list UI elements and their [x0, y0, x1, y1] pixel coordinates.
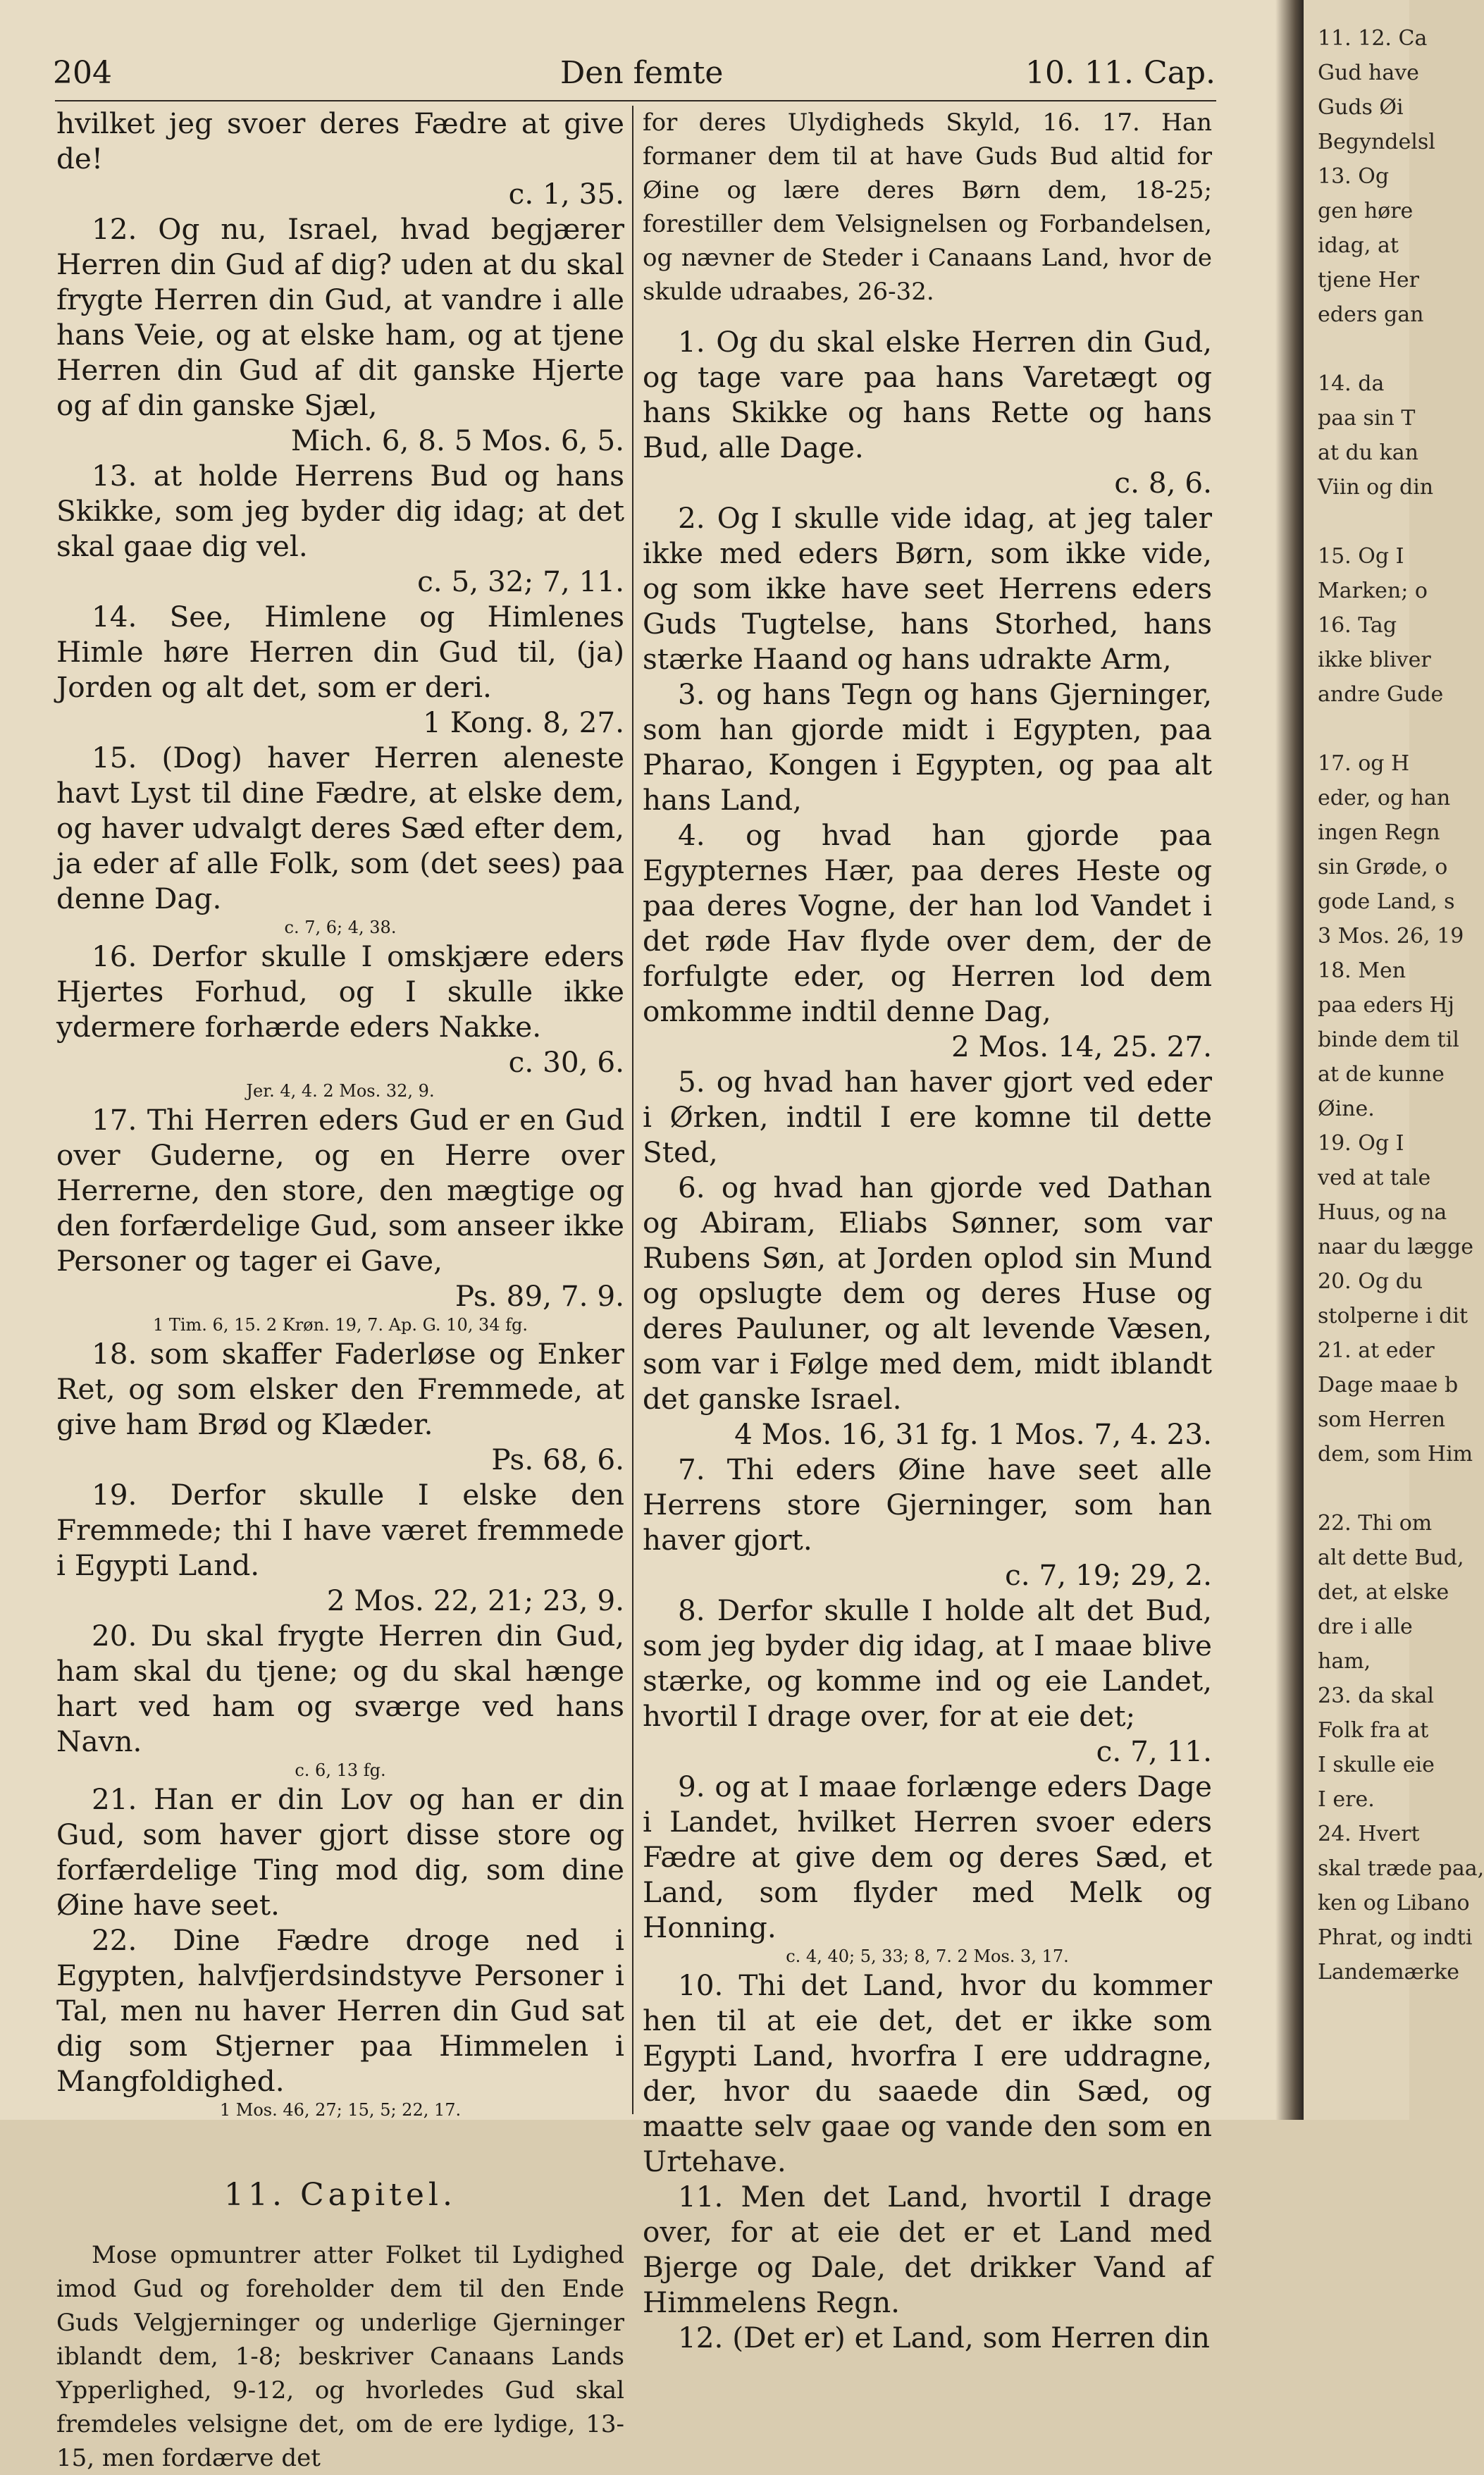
cross-reference-note: c. 4, 40; 5, 33; 8, 7. 2 Mos. 3, 17. [786, 1946, 1069, 1966]
verse-text: 18. som skaffer Faderløse og Enker Ret, og som elsker den Fremmede, at give ham Brød og Klæder. [56, 1337, 624, 1441]
right-column [643, 106, 1212, 2354]
facing-page-line: naar du lægge [1318, 1235, 1473, 1259]
verse-text: 19. Derfor skulle I elske den Fremmede; thi I have været fremmede i Egypti Land. [56, 1478, 624, 1582]
verse [643, 1593, 1212, 1769]
verse-text: 4. og hvad han gjorde paa Egypternes Hær, paa deres Heste og paa deres Vogne, der han lod Vandet i det røde Hav flyde over dem, der de forfulgte eder, og Herren lod dem omkomme indtil denne Dag, [643, 818, 1212, 1028]
facing-page-line: 21. at eder [1318, 1338, 1435, 1363]
verse [56, 1336, 624, 1477]
chapter-summary: for deres Ulydigheds Skyld, 16. 17. Han formaner dem til at have Guds Bud altid for Øine og lære deres Børn dem, 18-25; forestiller dem Velsignelsen og Forbandelsen, og nævner de Steder i Canaans Land, hvor de skulde udraabes, 26-32. [643, 109, 1212, 306]
facing-page-line: 20. Og du [1318, 1269, 1423, 1294]
facing-page-line: 23. da skal [1318, 1684, 1434, 1708]
facing-page-line: 15. Og I [1318, 544, 1404, 569]
facing-page-line [1318, 1471, 1416, 1506]
facing-page-line: Gud have [1318, 61, 1419, 85]
facing-page-line: tjene Her [1318, 268, 1419, 292]
verse [56, 939, 624, 1080]
facing-page-line: 11. 12. Ca [1318, 26, 1428, 51]
facing-page-line: 19. Og I [1318, 1131, 1404, 1156]
header-rule [55, 100, 1216, 101]
facing-page-line: Huus, og na [1318, 1200, 1447, 1225]
verse-text: 22. Dine Fædre droge ned i Egypten, halvfjerdsindstyve Personer i Tal, men nu haver Herren din Gud sat dig som Stjerner paa Himmelen i Mangfoldighed. [56, 1923, 624, 2098]
cross-reference: Ps. 89, 7. 9. [455, 1279, 624, 1313]
cross-reference: c. 7, 11. [1096, 1734, 1212, 1768]
verse-text: 8. Derfor skulle I holde alt det Bud, som jeg byder dig idag, at I maae blive stærke, og komme ind og eie Landet, hvortil I drage over, for at eie det; [643, 1593, 1212, 1733]
verse [56, 211, 624, 458]
verse [643, 2179, 1212, 2320]
chapter-summary: Mose opmuntrer atter Folket til Lydighed imod Gud og foreholder dem til den Ende Guds Velgjerninger og underlige Gjerninger iblandt dem, 1-8; beskriver Canaans Lands Ypperlighed, 9-12, og hvorledes Gud skal fremdeles velsigne det, om de ere lydige, 13-15, men fordærve det [56, 2241, 624, 2472]
cross-reference-note: Jer. 4, 4. 2 Mos. 32, 9. [246, 1081, 435, 1101]
cross-reference: Mich. 6, 8. 5 Mos. 6, 5. [290, 424, 624, 457]
verse [643, 1968, 1212, 2179]
page-number: 204 [53, 55, 112, 91]
verse-text: 11. Men det Land, hvortil I drage over, for at eie det er et Land med Bjerge og Dale, det drikker Vand af Himmelens Regn. [643, 2180, 1212, 2319]
facing-page-edge [1304, 0, 1484, 2120]
facing-page-line: sin Grøde, o [1318, 855, 1448, 879]
facing-page-line: stolperne i dit [1318, 1304, 1468, 1328]
verse-text: 16. Derfor skulle I omskjære eders Hjertes Forhud, og I skulle ikke ydermere forhærde eders Nakke. [56, 939, 624, 1044]
cross-reference: c. 1, 35. [508, 177, 624, 211]
cross-reference: 1 Kong. 8, 27. [423, 705, 624, 739]
facing-page-line: Øine. [1318, 1097, 1375, 1121]
verse-text: 10. Thi det Land, hvor du kommer hen til at eie det, det er ikke som Egypti Land, hvorfra I ere uddragne, der, hvor du saaede din Sæd, og maatte selv gaae og vande den som en Urtehave. [643, 1968, 1212, 2178]
facing-page-line: dem, som Him [1318, 1442, 1473, 1467]
facing-page-line: 13. Og [1318, 164, 1390, 189]
facing-page-line: I skulle eie [1318, 1753, 1435, 1777]
verse [56, 740, 624, 916]
facing-page-text [1318, 21, 1484, 1989]
facing-page-line: paa eders Hj [1318, 993, 1454, 1018]
facing-page-line: ikke bliver [1318, 648, 1431, 672]
cross-reference-note: 1 Mos. 46, 27; 15, 5; 22, 17. [219, 2100, 462, 2120]
facing-page-line: gode Land, s [1318, 889, 1455, 914]
verse [643, 817, 1212, 1064]
verse-text: 12. Og nu, Israel, hvad begjærer Herren din Gud af dig? uden at du skal frygte Herren din Gud, at vandre i alle hans Veie, og at elske ham, og at tjene Herren din Gud af dit ganske Hjerte og af din ganske Sjæl, [56, 212, 624, 422]
facing-page-line: 3 Mos. 26, 19 [1318, 924, 1464, 949]
verse [56, 1922, 624, 2099]
facing-page-line: dre i alle [1318, 1615, 1413, 1639]
facing-page-line [1318, 332, 1416, 366]
verse-text: 5. og hvad han haver gjort ved eder i Ørken, indtil I ere komne til dette Sted, [643, 1065, 1212, 1169]
verse [643, 1769, 1212, 1945]
verse-text: 7. Thi eders Øine have seet alle Herrens store Gjerninger, som han haver gjort. [643, 1452, 1212, 1557]
verse-text: 14. See, Himlene og Himlenes Himle høre Herren din Gud til, (ja) Jorden og alt det, som er deri. [56, 600, 624, 704]
verse-text: 1. Og du skal elske Herren din Gud, og tage vare paa hans Varetægt og hans Skikke og hans Rette og hans Bud, alle Dage. [643, 325, 1212, 464]
page-header [53, 55, 1216, 97]
facing-page-line: at du kan [1318, 440, 1418, 465]
verse [56, 1618, 624, 1759]
facing-page-line: ingen Regn [1318, 820, 1440, 845]
verse-text: 15. (Dog) haver Herren aleneste havt Lyst til dine Fædre, at elske dem, og haver udvalgt deres Sæd efter dem, ja eder af alle Folk, som (det sees) paa denne Dag. [56, 741, 624, 915]
verse-text: 13. at holde Herrens Bud og hans Skikke, som jeg byder dig idag; at det skal gaae dig vel. [56, 459, 624, 563]
cross-reference: c. 8, 6. [1114, 466, 1212, 500]
facing-page-line: gen høre [1318, 199, 1414, 223]
verse-text: 12. (Det er) et Land, som Herren din [678, 2321, 1210, 2354]
verse [56, 1477, 624, 1618]
cross-reference-note: c. 7, 6; 4, 38. [284, 918, 397, 937]
cross-reference: 2 Mos. 22, 21; 23, 9. [326, 1584, 624, 1617]
verse [643, 500, 1212, 677]
facing-page-line: Folk fra at [1318, 1718, 1429, 1743]
cross-reference: c. 30, 6. [508, 1045, 624, 1079]
facing-page-line [1318, 712, 1416, 746]
facing-page-line: Dage maae b [1318, 1373, 1459, 1397]
facing-page-line: 22. Thi om [1318, 1511, 1433, 1536]
facing-page-line: Marken; o [1318, 579, 1428, 603]
verse [643, 1170, 1212, 1452]
facing-page-line: idag, at [1318, 233, 1399, 258]
facing-page-line: Guds Øi [1318, 95, 1404, 120]
facing-page-line: skal træde paa, [1318, 1856, 1484, 1881]
verse-text: 2. Og I skulle vide idag, at jeg taler ikke med eders Børn, som ikke vide, og som ikke have seet Herrens eders Guds Tugtelse, hans Storhed, hans stærke Haand og hans udrakte Arm, [643, 501, 1212, 676]
facing-page-line: eder, og han [1318, 786, 1451, 810]
book-gutter [1275, 0, 1304, 2120]
facing-page-line: 14. da [1318, 371, 1385, 396]
cross-reference: Ps. 68, 6. [491, 1443, 624, 1476]
chapter-reference: 10. 11. Cap. [1025, 55, 1216, 91]
facing-page-line: det, at elske [1318, 1580, 1449, 1605]
facing-page-line: at de kunne [1318, 1062, 1445, 1087]
facing-page-line: binde dem til [1318, 1027, 1459, 1052]
verse [643, 324, 1212, 500]
facing-page-line: Viin og din [1318, 475, 1434, 500]
facing-page-line: eders gan [1318, 302, 1424, 327]
facing-page-line: Phrat, og indti [1318, 1925, 1473, 1950]
verse [56, 599, 624, 740]
facing-page-line: paa sin T [1318, 406, 1416, 431]
verse [643, 677, 1212, 817]
verse [56, 1782, 624, 1922]
cross-reference: 2 Mos. 14, 25. 27. [951, 1030, 1212, 1063]
facing-page-line: alt dette Bud, [1318, 1545, 1464, 1570]
verse-text: 3. og hans Tegn og hans Gjerninger, som han gjorde midt i Egypten, paa Pharao, Kongen i Egypten, og paa alt hans Land, [643, 677, 1212, 817]
facing-page-line: ved at tale [1318, 1166, 1431, 1190]
facing-page-line: Landemærke [1318, 1960, 1460, 1985]
verse [56, 106, 624, 211]
facing-page-line: andre Gude [1318, 682, 1444, 707]
facing-page-line: 24. Hvert [1318, 1822, 1420, 1846]
left-column [56, 106, 624, 2472]
verse [643, 1452, 1212, 1593]
cross-reference: 4 Mos. 16, 31 fg. 1 Mos. 7, 4. 23. [734, 1417, 1212, 1451]
verse-text: 20. Du skal frygte Herren din Gud, ham skal du tjene; og du skal hænge hart ved ham og sværge ved hans Navn. [56, 1619, 624, 1758]
column-divider [632, 106, 633, 2114]
cross-reference: c. 5, 32; 7, 11. [417, 564, 624, 598]
facing-page-line: Begyndelsl [1318, 130, 1435, 154]
cross-reference-note: c. 6, 13 fg. [295, 1760, 386, 1780]
facing-page-line [1318, 505, 1416, 539]
facing-page-line: ken og Libano [1318, 1891, 1470, 1915]
chapter-heading: 11. Capitel. [224, 2177, 457, 2213]
facing-page-line: 16. Tag [1318, 613, 1397, 638]
facing-page-line: I ere. [1318, 1787, 1375, 1812]
verse [56, 1102, 624, 1314]
facing-page-line: 18. Men [1318, 958, 1406, 983]
verse-text: 6. og hvad han gjorde ved Dathan og Abiram, Eliabs Sønner, som var Rubens Søn, at Jorden oplod sin Mund og opslugte dem og deres Huse og deres Pauluner, og alt levende Væsen, som var i Følge med dem, midt iblandt det ganske Israel. [643, 1171, 1212, 1416]
verse-text: 17. Thi Herren eders Gud er en Gud over Guderne, og en Herre over Herrerne, den store, den mægtige og den forfærdelige Gud, som anseer ikke Personer og tager ei Gave, [56, 1103, 624, 1278]
cross-reference-note: 1 Tim. 6, 15. 2 Krøn. 19, 7. Ap. G. 10, 34 fg. [152, 1315, 528, 1335]
verse [643, 2320, 1212, 2355]
verse-text: 9. og at I maae forlænge eders Dage i Landet, hvilket Herren svoer eders Fædre at give dem og deres Sæd, et Land, som flyder med Melk og Honning. [643, 1770, 1212, 1944]
facing-page-line: 17. og H [1318, 751, 1410, 776]
facing-page-line: ham, [1318, 1649, 1371, 1674]
cross-reference: c. 7, 19; 29, 2. [1005, 1558, 1212, 1592]
running-title: Den femte [560, 55, 724, 91]
facing-page-line: som Herren [1318, 1407, 1446, 1432]
verse [56, 458, 624, 599]
verse-text: 21. Han er din Lov og han er din Gud, som haver gjort disse store og forfærdelige Ting mod dig, som dine Øine have seet. [56, 1782, 624, 1922]
verse-text: hvilket jeg svoer deres Fædre at give de! [56, 106, 624, 175]
verse [643, 1064, 1212, 1170]
